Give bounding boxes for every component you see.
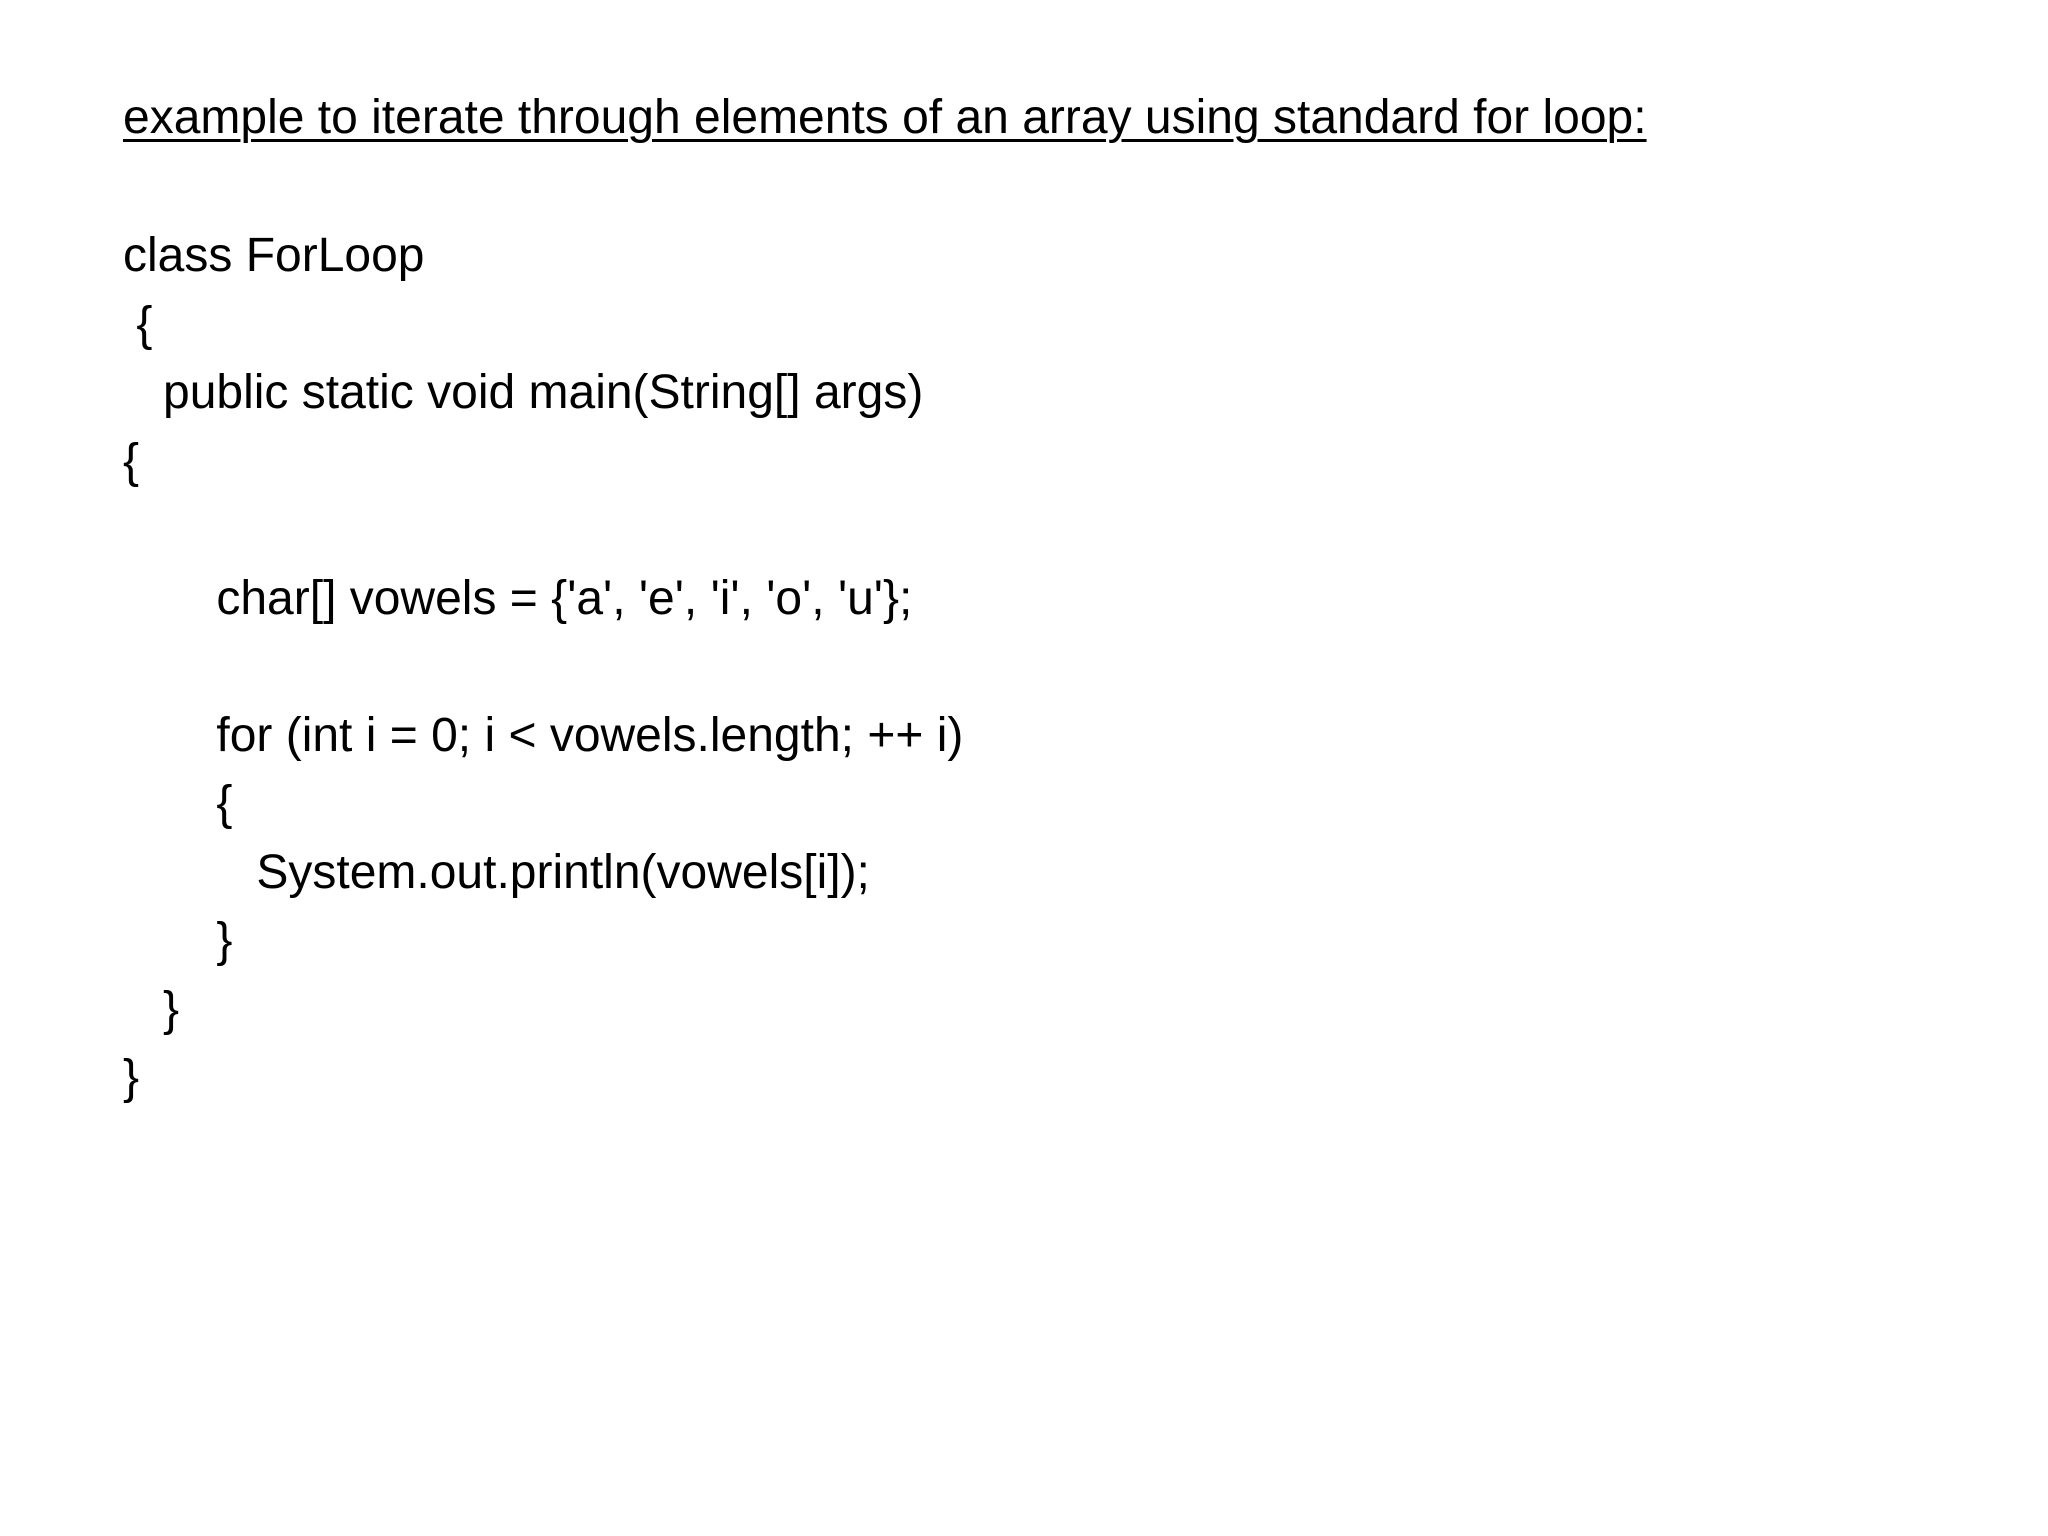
code-line-blank	[123, 633, 1923, 702]
slide-heading: example to iterate through elements of an array using standard for loop:	[123, 91, 1647, 144]
code-line-blank	[123, 496, 1923, 565]
code-line: {	[123, 434, 140, 488]
code-line: public static void main(String[] args)	[123, 366, 924, 419]
code-line: }	[123, 982, 180, 1036]
code-block	[123, 222, 1923, 1113]
code-line: class ForLoop	[123, 229, 425, 282]
code-line: {	[123, 777, 233, 830]
code-line: {	[123, 297, 153, 351]
code-line: }	[123, 914, 233, 967]
code-line: System.out.println(vowels[i]);	[123, 845, 870, 899]
code-line: for (int i = 0; i < vowels.length; ++ i)	[123, 708, 964, 762]
code-line: char[] vowels = {'a', 'e', 'i', 'o', 'u'};	[123, 571, 913, 625]
code-line: }	[123, 1051, 140, 1104]
